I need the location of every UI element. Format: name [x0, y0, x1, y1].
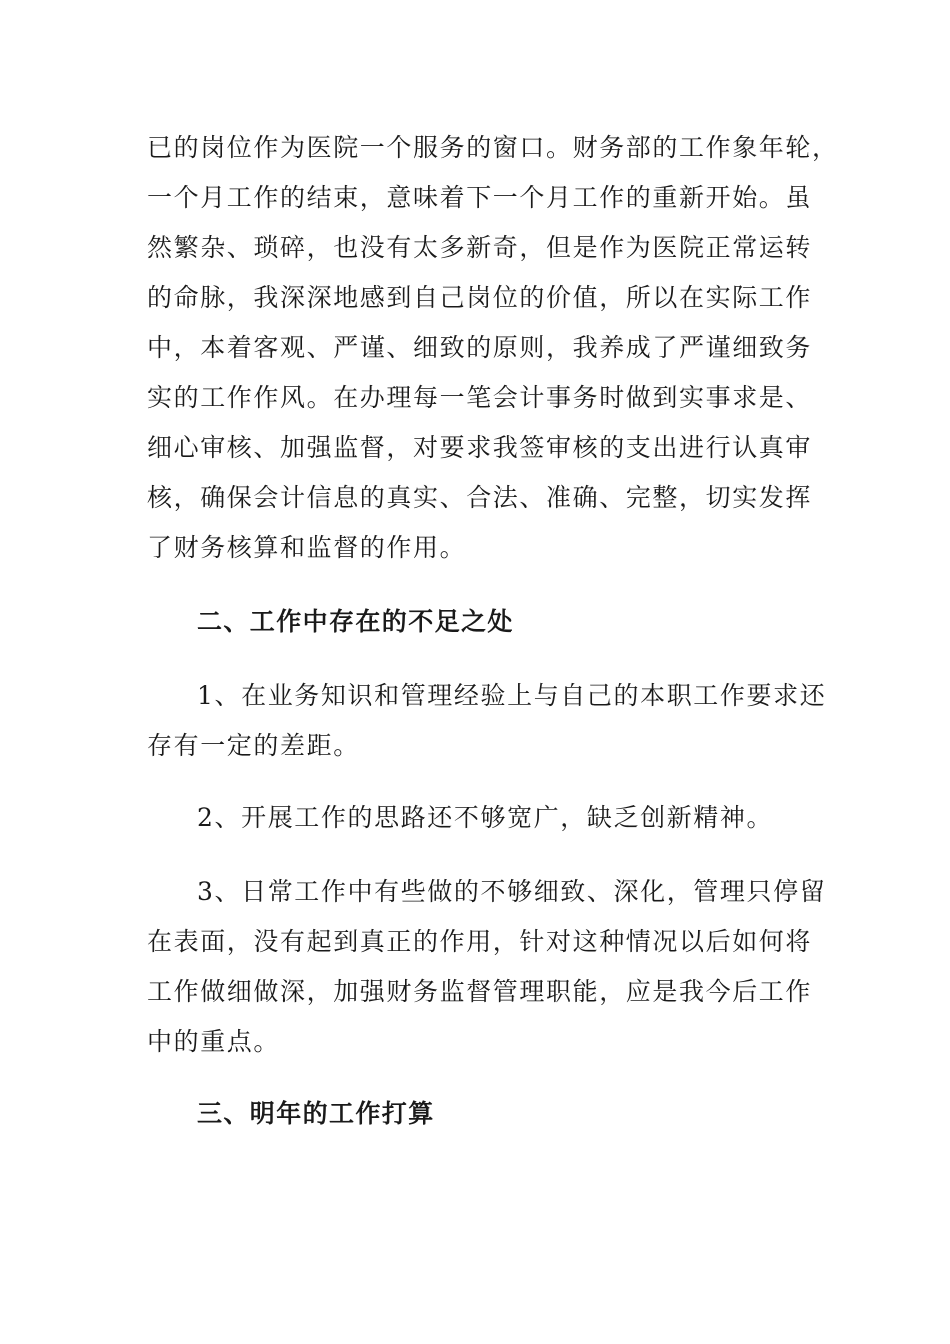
- list-item-line: 1、在业务知识和管理经验上与自己的本职工作要求还: [197, 681, 827, 710]
- list-item-line: 2、开展工作的思路还不够宽广，缺乏创新精神。: [197, 803, 774, 832]
- list-item-line: 工作做细做深，加强财务监督管理职能，应是我今后工作: [147, 977, 813, 1006]
- paragraph-line: 中，本着客观、严谨、细致的原则，我养成了严谨细致务: [147, 333, 813, 362]
- list-item-line: 3、日常工作中有些做的不够细致、深化，管理只停留: [197, 877, 827, 906]
- list-item-line: 在表面，没有起到真正的作用，针对这种情况以后如何将: [147, 927, 813, 956]
- list-item-line: 中的重点。: [147, 1027, 281, 1056]
- paragraph-line: 实的工作作风。在办理每一笔会计事务时做到实事求是、: [147, 383, 813, 412]
- paragraph-line: 核，确保会计信息的真实、合法、准确、完整，切实发挥: [147, 483, 813, 512]
- paragraph-line: 然繁杂、琐碎，也没有太多新奇，但是作为医院正常运转: [147, 233, 813, 262]
- paragraph-line: 已的岗位作为医院一个服务的窗口。财务部的工作象年轮，: [147, 133, 839, 162]
- paragraph-line: 的命脉，我深深地感到自己岗位的价值，所以在实际工作: [147, 283, 813, 312]
- paragraph-line: 一个月工作的结束，意味着下一个月工作的重新开始。虽: [147, 183, 813, 212]
- section-heading: 二、工作中存在的不足之处: [197, 607, 514, 636]
- section-heading: 三、明年的工作打算: [197, 1099, 435, 1128]
- list-item-line: 存有一定的差距。: [147, 731, 360, 760]
- paragraph-line: 了财务核算和监督的作用。: [147, 533, 467, 562]
- paragraph-line: 细心审核、加强监督，对要求我签审核的支出进行认真审: [147, 433, 813, 462]
